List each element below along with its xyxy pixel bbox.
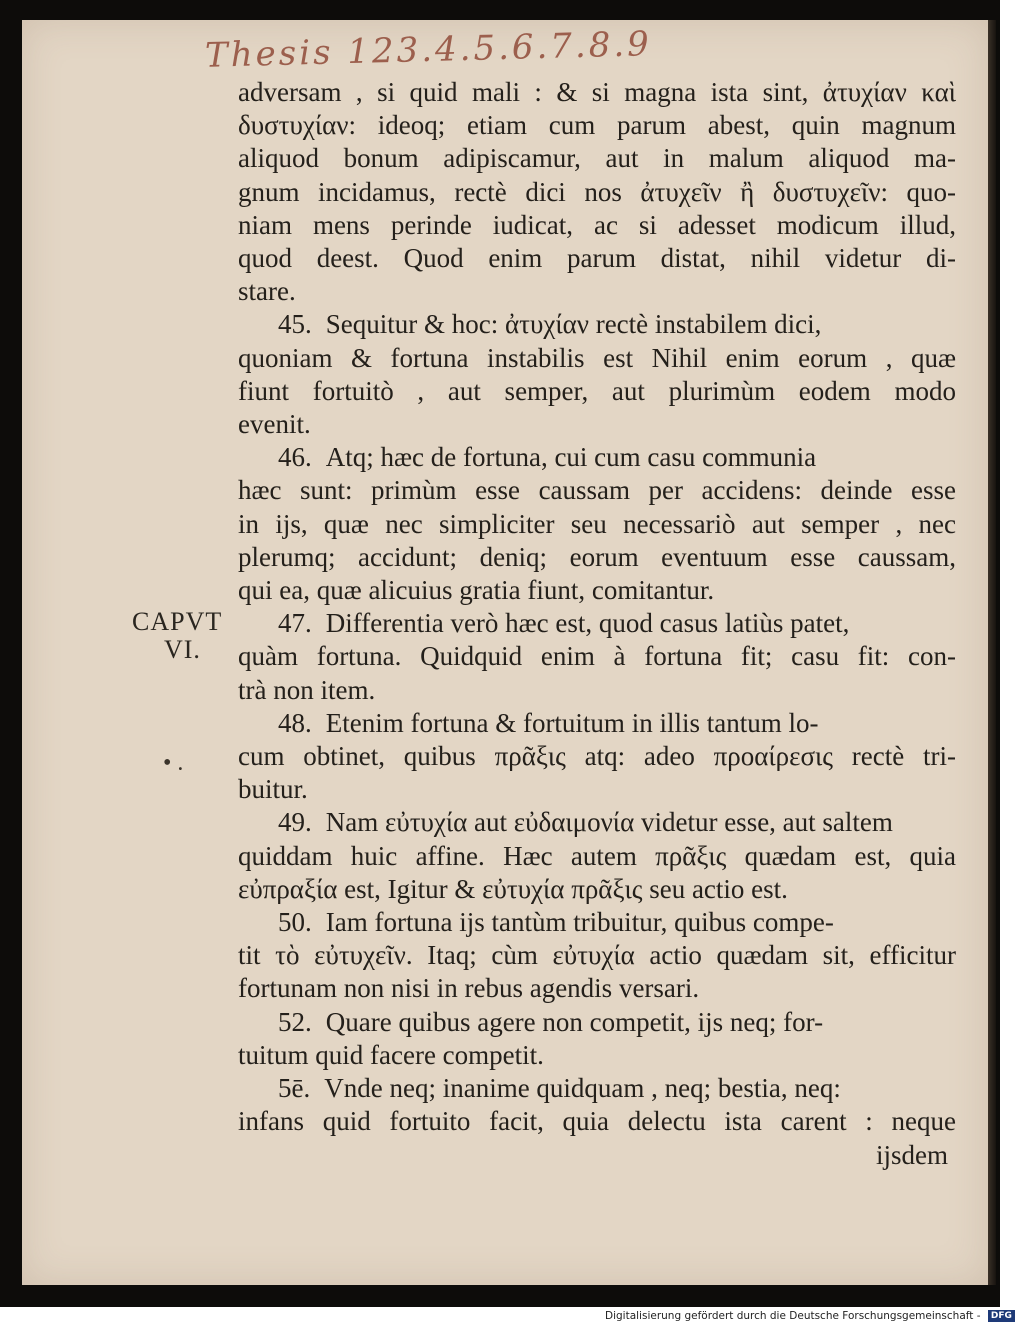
marginal-heading-line: VI. (164, 635, 201, 664)
thesis-paragraph (238, 441, 956, 607)
opening-paragraph (238, 76, 956, 308)
text-line: infans quid fortuito facit, quia delectu ista carent : neque (238, 1106, 956, 1137)
thesis-paragraph (238, 308, 956, 441)
text-line: hæc sunt: primùm esse caussam per accidens: deinde esse (238, 475, 956, 506)
thesis-number: 5ē. (278, 1073, 311, 1104)
marginal-heading-line: CAPVT (132, 607, 223, 636)
text-line: cum obtinet, quibus πρᾶξις atq: adeo προαίρεσις rectè tri- (238, 741, 956, 772)
line-text: Atq; hæc de fortuna, cui cum casu communia (325, 442, 817, 473)
digitization-credit (605, 1310, 1015, 1322)
page-edge (988, 20, 996, 1285)
thesis-paragraph (238, 607, 956, 707)
thesis-paragraph (238, 806, 956, 906)
text-line: aliquod bonum adipiscamur, aut in malum aliquod ma- (238, 143, 956, 174)
text-line (238, 1006, 956, 1039)
line-text: Quare quibus agere non competit, ijs neq; for- (325, 1006, 824, 1037)
line-text: Differentia verò hæc est, quod casus latiùs patet, (325, 608, 850, 639)
credit-text: Digitalisierung gefördert durch die Deutsche Forschungsgemeinschaft - (605, 1310, 981, 1322)
text-line: qui ea, quæ alicuius gratia fiunt, comitantur. (238, 575, 715, 606)
text-line: quàm fortuna. Quidquid enim à fortuna fit; casu fit: con- (238, 641, 956, 672)
text-line: trà non item. (238, 674, 376, 705)
text-line: tit τὸ εὐτυχεῖν. Itaq; cùm εὐτυχία actio quædam sit, efficitur (238, 940, 956, 971)
text-line (238, 441, 956, 474)
text-line (238, 806, 956, 839)
text-line: quoniam & fortuna instabilis est Nihil enim eorum , quæ (238, 342, 956, 373)
text-line: δυστυχίαν: ideoq; etiam cum parum abest, quin magnum (238, 110, 956, 141)
thesis-number: 47. (278, 608, 312, 639)
line-text: Sequitur & hoc: ἀτυχίαν rectè instabilem dici, (325, 309, 822, 340)
text-line: buitur. (238, 774, 308, 805)
text-line: in ijs, quæ nec simpliciter seu necessariò aut semper , nec (238, 508, 956, 539)
thesis-number: 45. (278, 309, 312, 340)
text-line (238, 308, 956, 341)
text-line (238, 906, 956, 939)
text-line: niam mens perinde iudicat, ac si adesset modicum illud, (238, 209, 956, 240)
thesis-number: 46. (278, 442, 312, 473)
catchword: ijsdem (876, 1139, 948, 1170)
text-line (238, 1072, 956, 1105)
text-line: plerumq; accidunt; deniq; eorum eventuum esse caussam, (238, 541, 956, 572)
thesis-number: 50. (278, 907, 312, 938)
thesis-number: 52. (278, 1006, 312, 1037)
text-line (238, 707, 956, 740)
thesis-paragraph (238, 707, 956, 807)
marginal-heading (132, 608, 242, 664)
thesis-number: 49. (278, 807, 312, 838)
text-line (238, 607, 956, 640)
thesis-number: 48. (278, 707, 312, 738)
body-text (238, 76, 956, 1172)
thesis-paragraph (238, 1006, 956, 1072)
text-line: evenit. (238, 409, 311, 440)
thesis-paragraph (238, 1072, 956, 1138)
line-text: Iam fortuna ijs tantùm tribuitur, quibus compe- (325, 907, 834, 938)
text-line: fiunt fortuitò , aut semper, aut plurimùm eodem modo (238, 375, 956, 406)
margin-mark: • . (163, 750, 184, 776)
text-line: εὐπραξία est, Igitur & εὐτυχία πρᾶξις seu actio est. (238, 873, 788, 904)
text-line: adversam , si quid mali : & si magna ista sint, ἀτυχίαν καὶ (238, 77, 956, 107)
handwritten-note: Thesis 123.4.5.6.7.8.9 (204, 24, 653, 76)
text-line: stare. (238, 276, 296, 307)
text-line: quod deest. Quod enim parum distat, nihil videtur di- (238, 243, 956, 274)
dfg-logo-icon: DFG (988, 1310, 1015, 1322)
text-line: quiddam huic affine. Hæc autem πρᾶξις quædam est, quia (238, 840, 956, 871)
line-text: Nam εὐτυχία aut εὐδαιμονία videtur esse, aut saltem (325, 807, 893, 838)
line-text: Vnde neq; inanime quidquam , neq; bestia, neq: (324, 1073, 841, 1104)
thesis-paragraph (238, 906, 956, 1006)
text-line: fortunam non nisi in rebus agendis versari. (238, 973, 700, 1004)
text-line: gnum incidamus, rectè dici nos ἀτυχεῖν ἢ δυστυχεῖν: quo- (238, 176, 956, 207)
text-line: tuitum quid facere competit. (238, 1039, 544, 1070)
line-text: Etenim fortuna & fortuitum in illis tantum lo- (325, 707, 819, 738)
